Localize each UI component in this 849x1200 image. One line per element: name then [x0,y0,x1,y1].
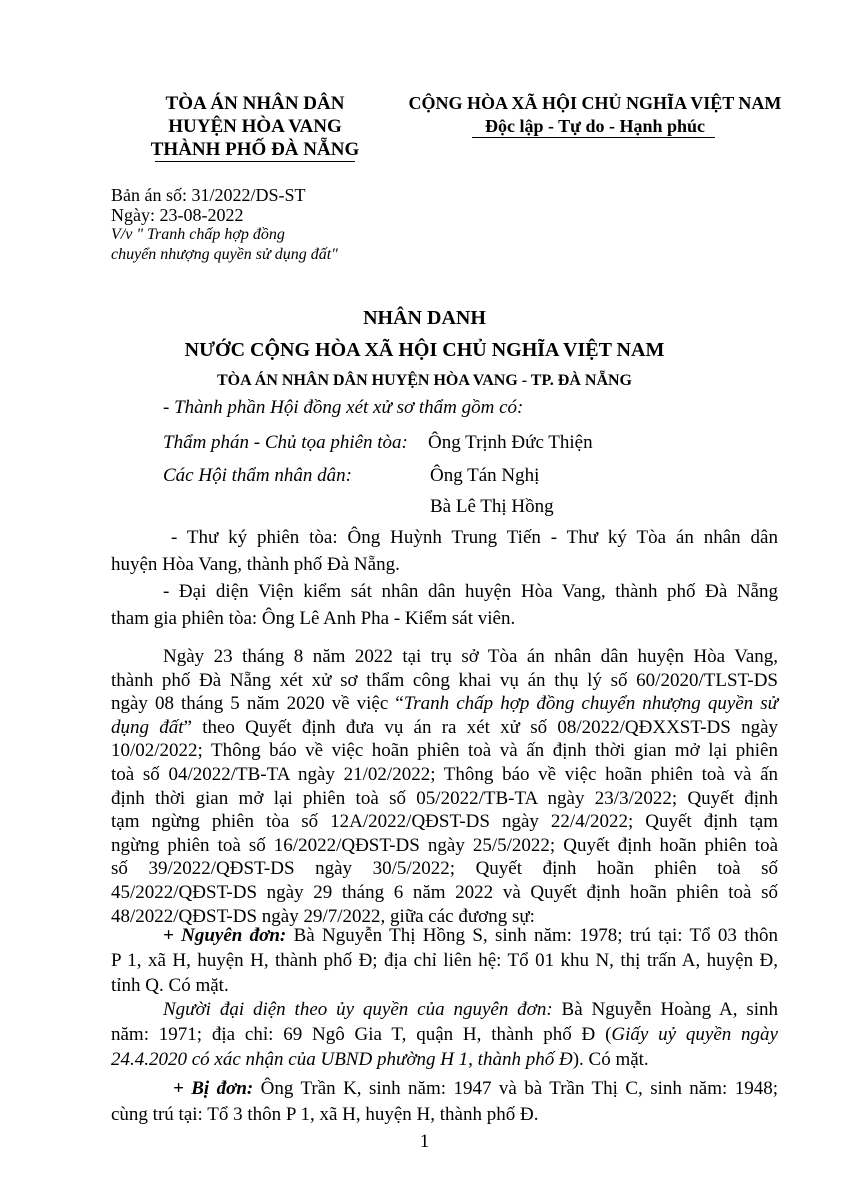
heading-in-the-name: NHÂN DANH [363,307,486,329]
court-name-line: THÀNH PHỐ ĐÀ NẴNG [150,139,360,160]
trial-paragraph [111,645,778,928]
judge-name: Ông Trịnh Đức Thiện [428,432,593,453]
court-name-block [130,92,380,161]
case-subject-line: chuyển nhượng quyền sử dụng đất" [111,246,338,263]
text-line: - Đại diện Viện kiểm sát nhân dân huyện Hòa Vang, thành phố Đà Nẵng [163,581,778,602]
text-run: ” theo Quyết định đưa vụ án ra xét xử số 08/2022/QĐXXST-DS ngày [183,716,779,738]
national-motto: Độc lập - Tự do - Hạnh phúc [484,116,706,136]
motto-underline [472,137,715,138]
procuracy-paragraph [111,578,778,632]
text-line: Ngày 23 tháng 8 năm 2022 tại trụ sở Tòa án nhân dân huyện Hòa Vang, [163,646,778,667]
court-name-line: TÒA ÁN NHÂN DÂN [165,93,345,114]
authorization-note: Giấy uỷ quyền ngày [611,1024,778,1045]
page-number: 1 [419,1131,430,1152]
text-line [111,716,778,740]
text-line: huyện Hòa Vang, thành phố Đà Nẵng. [111,554,400,575]
authorization-note: 24.4.2020 có xác nhận của UBND phường H 1, thành phố Đ [111,1049,573,1070]
text-line [111,997,778,1022]
text-line: tỉnh Q. Có mặt. [111,975,229,996]
text-line: 48/2022/QĐST-DS ngày 29/7/2022, giữa các đương sự: [111,905,535,927]
text-line: ngừng phiên toà số 16/2022/QĐST-DS ngày 25/5/2022; Quyết định hoãn phiên toà [111,834,778,856]
case-type-emphasis: Tranh chấp hợp đồng chuyển nhượng quyền sử [403,693,778,715]
text-line: - Thư ký phiên tòa: Ông Huỳnh Trung Tiến - Thư ký Tòa án nhân dân [171,527,778,548]
defendant-paragraph [111,1076,778,1128]
text-line: định thời gian mở lại phiên toà số 05/2022/TB-TA ngày 23/3/2022; Quyết định [111,787,778,809]
text-line [111,1047,778,1072]
text-line: 45/2022/QĐST-DS ngày 29 tháng 6 năm 2022 và Quyết định hoãn phiên toà số [111,881,778,903]
text-run: Bà Nguyễn Hoàng A, sinh [552,999,778,1020]
text-line: toà số 04/2022/TB-TA ngày 21/02/2022; Thông báo về việc hoãn phiên toà và ấn [111,763,778,785]
text-line [111,923,778,948]
text-line: 10/02/2022; Thông báo về việc hoãn phiên toà và ấn định thời gian mở lại phiên [111,740,778,762]
representative-label: Người đại diện theo ủy quyền của nguyên đơn: [163,999,553,1020]
judgment-heading [0,303,849,393]
judgment-date: Ngày: 23-08-2022 [111,205,244,225]
text-run: ). Có mặt. [572,1049,649,1070]
text-line: thành phố Đà Nẵng xét xử sơ thẩm công khai vụ án thụ lý số 60/2020/TLST-DS [111,669,778,691]
assessor-name: Ông Tán Nghị [430,465,540,486]
judgment-reference [111,185,431,265]
national-header [405,92,785,138]
assessor-name: Bà Lê Thị Hồng [430,496,554,517]
heading-court: TÒA ÁN NHÂN DÂN HUYỆN HÒA VANG - TP. ĐÀ NẴNG [216,372,632,389]
panel-intro: - Thành phần Hội đồng xét xử sơ thẩm gồm có: [163,397,524,418]
plaintiff-paragraph [111,923,778,998]
republic-name: CỘNG HÒA XÃ HỘI CHỦ NGHĨA VIỆT NAM [408,93,782,113]
judge-label: Thẩm phán - Chủ tọa phiên tòa: [163,432,408,453]
text-line [111,692,778,716]
text-run: Ông Trần K, sinh năm: 1947 và bà Trần Thị C, sinh năm: 1948; [253,1078,778,1099]
assessors-label: Các Hội thẩm nhân dân: [163,465,352,486]
court-name-underline [155,161,355,162]
text-line: số 39/2022/QĐST-DS ngày 30/5/2022; Quyết định hoãn phiên toà số [111,858,778,880]
judgment-number: Bản án số: 31/2022/DS-ST [111,185,306,205]
text-line [111,1076,778,1102]
text-line: P 1, xã H, huyện H, thành phố Đ; địa chỉ liên hệ: Tổ 01 khu N, thị trấn A, huyện Đ, [111,950,778,971]
clerk-paragraph [111,524,778,578]
text-line: tham gia phiên tòa: Ông Lê Anh Pha - Kiểm sát viên. [111,608,516,629]
text-line: cùng trú tại: Tổ 3 thôn P 1, xã H, huyện H, thành phố Đ. [111,1104,539,1125]
heading-republic: NƯỚC CỘNG HÒA XÃ HỘI CHỦ NGHĨA VIỆT NAM [184,339,665,361]
text-run: Bà Nguyễn Thị Hồng S, sinh năm: 1978; trú tại: Tổ 03 thôn [286,925,779,946]
text-run: ngày 08 tháng 5 năm 2020 về việc “ [111,693,404,715]
text-line: tạm ngừng phiên tòa số 12A/2022/QĐST-DS ngày 22/4/2022; Quyết định tạm [111,811,778,833]
text-line [111,1022,778,1047]
case-type-emphasis: dụng đất [111,716,184,738]
text-run: năm: 1971; địa chỉ: 69 Ngô Gia T, quận H, thành phố Đ ( [111,1024,612,1045]
plaintiff-label: + Nguyên đơn: [163,925,287,946]
case-subject-line: V/v " Tranh chấp hợp đồng [111,226,285,243]
representative-paragraph [111,997,778,1072]
court-name-line: HUYỆN HÒA VANG [168,116,342,137]
defendant-label: + Bị đơn: [173,1078,254,1099]
